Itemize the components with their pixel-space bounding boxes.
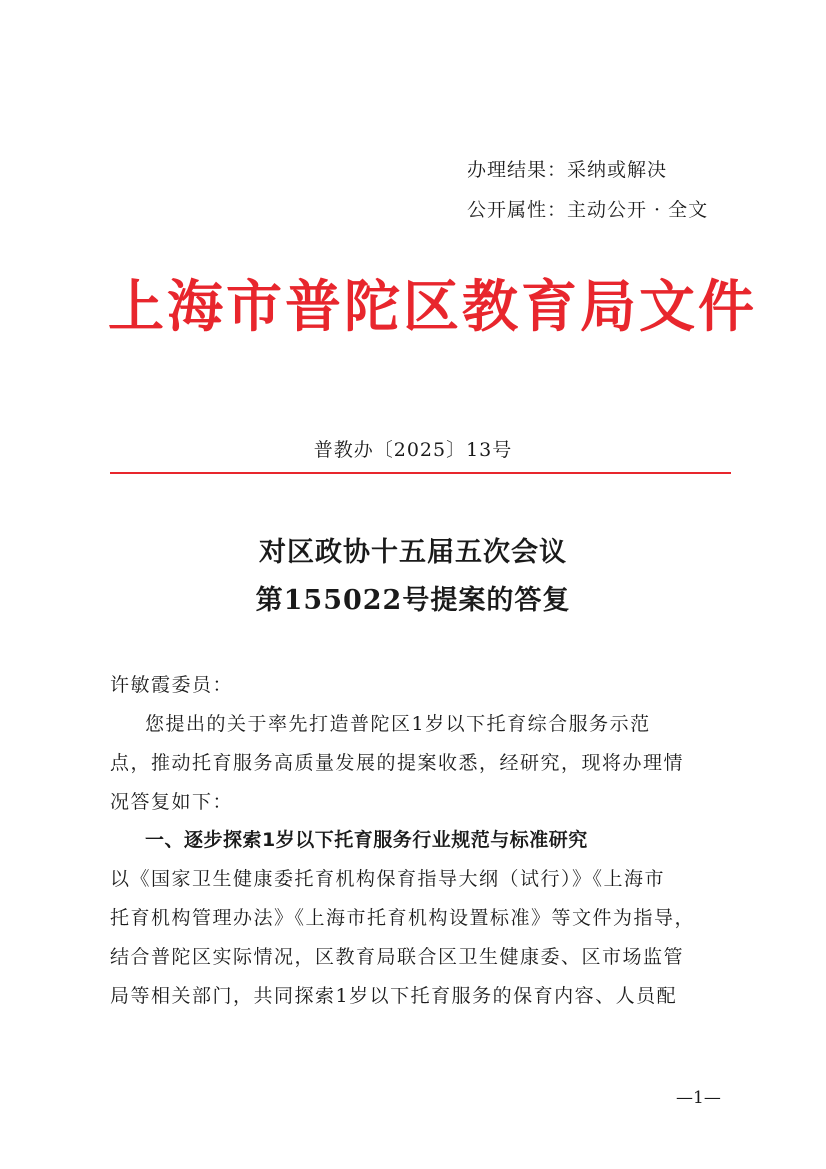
paragraph-1-line-2: 点，推动托育服务高质量发展的提案收悉，经研究，现将办理情 — [110, 752, 685, 774]
paragraph-2-line-1: 以《国家卫生健康委托育机构保育指导大纲（试行）》《上海市 — [110, 868, 666, 890]
paragraph-2-line-4: 局等相关部门，共同探索1岁以下托育服务的保育内容、人员配 — [110, 985, 678, 1007]
paragraph-2-line-3: 结合普陀区实际情况，区教育局联合区卫生健康委、区市场监管 — [110, 946, 685, 968]
disclosure-attribute-line: 公开属性：主动公开 · 全文 — [467, 199, 709, 221]
page-number: —1— — [676, 1088, 721, 1108]
document-number: 普教办〔2025〕13号 — [313, 439, 513, 461]
handling-result-line: 办理结果：采纳或解决 — [467, 159, 668, 181]
paragraph-2-line-2: 托育机构管理办法》《上海市托育机构设置标准》等文件为指导， — [110, 907, 696, 929]
salutation: 许敏霞委员： — [110, 674, 234, 696]
paragraph-1-line-3: 况答复如下： — [110, 791, 234, 813]
red-divider-line — [110, 472, 731, 474]
section-heading-1: 一、逐步探索1岁以下托育服务行业规范与标准研究 — [145, 829, 588, 851]
document-title-line-1: 对区政协十五届五次会议 — [259, 537, 567, 568]
document-title-line-2: 第155022号提案的答复 — [255, 585, 571, 616]
paragraph-1-line-1: 您提出的关于率先打造普陀区1岁以下托育综合服务示范 — [145, 713, 651, 735]
issuing-organization-header: 上海市普陀区教育局文件 — [108, 274, 757, 340]
